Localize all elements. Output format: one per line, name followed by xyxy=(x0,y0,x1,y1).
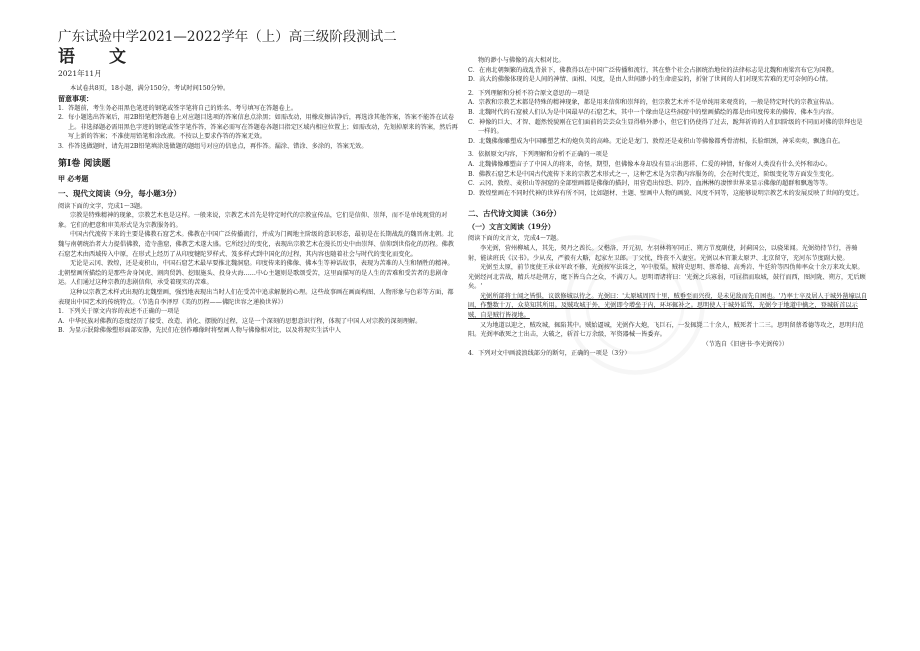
classical-passage-paragraph: 光弼所部将士闻之皆惧，议欲修城以待之。光弼曰：'太原城周四十里，贼垂至而兴役，是未见敌而先自困也。'乃率士卒及居人于城外凿壕以自固，作墼数十万，众莫知其所用。及贼攻城于外，光弼即令增垒于内，环坏辄补之。思明使人于城外诟骂，光弼令于地道中擒之，登城斩首以示贼，自是贼行皆视地。 xyxy=(468,292,868,320)
question-2: 2．下列理解和分析不符合原文意思的一项是 xyxy=(468,89,590,97)
question-option: B．为显示泯除佛像塑形面部安静，先民们在创作雕像时将壁画人物与佛像相对比，以及将现实生活中人 xyxy=(58,327,341,335)
reading-instruction: 阅读下面的文言文，完成4～7题。 xyxy=(468,235,563,243)
question-option: A．中华民族对佛教的态度经历了接受、改造、消化、摆脱的过程，这是一个深刻的思想意识行程，体现了中国人对宗教的深刻理解。 xyxy=(58,317,422,325)
section-title: 一、现代文阅读（9分，每小题3分） xyxy=(58,188,181,198)
question-option: D．高大的佛像体现的是人间的神情、面相、风度，是由人世间渺小的生命虚妄的，折射了世间的人们对现实苦难的无可奈何的心情。 xyxy=(468,76,832,84)
continued-text: 物的渺小与佛像的高大相对比。 xyxy=(478,57,565,64)
passage-paragraph: 这种以宗教艺术样式出现的北魏壁画，强烈地表现出当时人们在受苦中追求解脱的心理。这些故事画在画面构图、人物形象与色彩等方面，都表现出中国艺术的传统特点。（节选自李泽厚《美的历程——佛陀世容之递换世界》） xyxy=(58,288,454,306)
reading-instruction: 阅读下面的文字，完成1～3题。 xyxy=(58,202,147,210)
note-item: 2．每小题选出答案后，用2B铅笔把答题卷上对应题目选项的答案信息点涂黑；如需改动，用橡皮擦洁净后，再选涂其他答案，答案不能答在试卷上。非选择题必需用黑色字迹的钢笔或签字笔作答，答案必需写在答题卷各题目指定区域内相应位置上；如需改动，先划掉原来的答案，然后再写上新的答案；不准使用铅笔和涂改液。不按以上要求作答的答案无效。 xyxy=(58,114,458,141)
subsection-title: （一）文言文阅读（19分） xyxy=(468,222,555,232)
left-column xyxy=(58,0,458,651)
passage-paragraph: 宗教是特殊精神的现象，宗教艺术也是这样。一般来说，宗教艺术首先是特定时代的宗教宣传品，它们是信仰、崇拜，而不是单纯观赏的对象。它们的把意和审美形式是为宗教服务的。 xyxy=(58,212,448,229)
question-option: B．佛教石窟艺术是中国古代流传下来的宗教艺术形式之一，这种艺术是为宗教内容服务的，会在时代变迁，阶级变化等方面发生变化。 xyxy=(468,170,838,178)
note-item: 3．作答选做题时，请先用2B铅笔填涂选做题的题组号对应的信息点，再作答。漏涂、错涂、多涂的，答案无效。 xyxy=(58,142,368,150)
part-subtitle: 甲 必考题 xyxy=(58,173,89,183)
notes-title: 留意事项： xyxy=(58,93,93,103)
classical-passage-paragraph: 光弼至太原，前节度使王承业军政不修，光弼按军法诛之，军中股栗。贼将史思明、蔡希德、高秀岩、牛廷玠等四伪帅率众十余万来攻太原。光弼经河北苦战，精兵尽赴朔方，麾下皆乌合之众，不满万人。思明谓诸将曰：'光弼之兵寡弱，可屈指而取城，鼓行而西，图河陇、朔方，无后顾矣。' xyxy=(468,264,866,291)
question-option: C．在南北朝频繁的战乱背景下，佛教得以在中国广泛传播和流行，其在整个社会占据统治地位的法律标志是北魏和南梁宫布它为国教。 xyxy=(468,66,838,74)
exam-intro: 本试卷共8页，18小题，满分150分，考试时间150分钟。 xyxy=(70,85,230,92)
subject-title: 语文 xyxy=(58,47,160,67)
right-column xyxy=(468,0,868,651)
part-title: 第Ⅰ卷 阅读题 xyxy=(58,158,111,169)
question-3: 3．依据原文内容，下列理解和分析不正确的一项是 xyxy=(468,151,609,159)
passage-source: （节选自《旧唐书·李光弼传》） xyxy=(702,340,788,348)
question-option: C．云冈、敦煌、麦积山等洞窟的全部壁画都是佛像的描封，用营造出惊恐、阴冷、血淋淋的凄惨世界来显示佛像的超群和飘逸等等。 xyxy=(468,180,832,188)
question-option: A．北魏佛像雕塑亩子了中国人的将来，奇怪，期望，但佛像本身却没有显示出慈祥、仁爱的神情，好像对人类没有什么关怀和动心。 xyxy=(468,160,832,168)
school-title: 广东试验中学2021—2022学年（上）高三级阶段测试二 xyxy=(58,29,397,45)
classical-passage-paragraph: 李光弼，营州柳城人，其先，契丹之酋长。父楷洛，开元初，左羽林将军同正、朔方节度副使，封蓟国公，以骁果闻。光弼幼持节行，善骑射，能读班氏《汉书》。少从戎，严毅有大略，起家左卫郎。丁父忧，终丧不入妻室。光弼以本官兼太原尹、北京留守，充河东节度副大使。 xyxy=(468,244,858,262)
section-title: 二、古代诗文阅读（36分） xyxy=(468,209,561,219)
classical-passage-paragraph: 又为地道以迎之，贼攻城，辄陷其中。贼始逼城，光弼作大炮，飞巨石，一发辄毙二十余人，贼死者十二三。思明留蔡希德等攻之，思明归范阳。光弼率敢死之士出击，大破之，斩首七万余级，军资器械一皆委弃。 xyxy=(468,321,864,339)
question-option: A．宗教和宗教艺术都是特殊的精神现象，都是用来信仰和崇拜的，但宗教艺术并不是单纯用来观赏的，一般是特定时代的宗教宣传品。 xyxy=(468,99,838,107)
question-option: D．敦煌壁画在不同时代神的世界有所不同，比如题材、主题、壁画中人物的画貌、风度不同等，这能够说明宗教艺术的发展反映了世间的变迁。 xyxy=(468,189,863,197)
passage-paragraph: 中国古代流传下来的主要是佛教石窟艺术。佛教在中国广泛传播流行，并成为门阀地主阶级的意识形态，最初是在长期战乱的魏晋南北朝。北魏与南朝统治者大力提倡佛教，造寺凿窟，佛教艺术遂大盛。它所经过的变化，表现出宗教艺术在漫长历史中由崇拜、信仰到世俗化的历程。佛教石窟艺术由西域传入中原，在形式上经历了从印度犍陀罗样式、笈多样式到中国化的过程，其内容也随着社会与时代的变化而变化。 xyxy=(58,231,454,258)
passage-paragraph: 无论是云冈、敦煌，还是麦积山，中国石窟艺术最早要推北魏洞窟。印度传来的佛像、佛本生等神话故事，表现为苦难的人生和牺牲的精神。北朝壁画所描绘的是那些舍身饲虎、割肉贸鸽、挖眼施头、投身火海……中心主题则是歌颂受苦，这里面描写的是人生的苦难和受苦者的悲剧命运。人们通过这种宗教的悲剧信仰，承受着现实的苦难。 xyxy=(58,260,454,287)
question-1: 1．下列关于原文内容的表述不正确的一项是 xyxy=(58,308,180,316)
question-4: 4．下列对文中画波浪线部分的断句，正确的一项是（3分） xyxy=(468,350,631,358)
question-option: C．神像的巨大、才智、超然悦貌刚在它们面前的芸芸众生显得格外渺小，但它们仍使得了过去，跪拜祈祷的人们因阶级的不同而对佛的崇拜也是一样的。 xyxy=(468,118,863,136)
question-option: D．北魏佛像雕塑成为中国雕塑艺术的炮负美的高峰。无论是龙门、敦煌还是麦积山等佛像都秀骨清相，长脸细颈，神采奕奕，飘逸自在。 xyxy=(468,137,845,145)
exam-date: 2021年11月 xyxy=(58,69,102,78)
note-item: 1．答题前，考生务必用黑色笔迹的钢笔或签字笔将自己的姓名、考号填写在答题卷上。 xyxy=(58,104,298,112)
question-option: B．北魏时代的石窟被人们认为是中国最早的石窟艺术，其中一个缘由是这些洞窟中的壁画描绘的都是由印度传来的佛传、佛本生内容。 xyxy=(468,108,838,116)
